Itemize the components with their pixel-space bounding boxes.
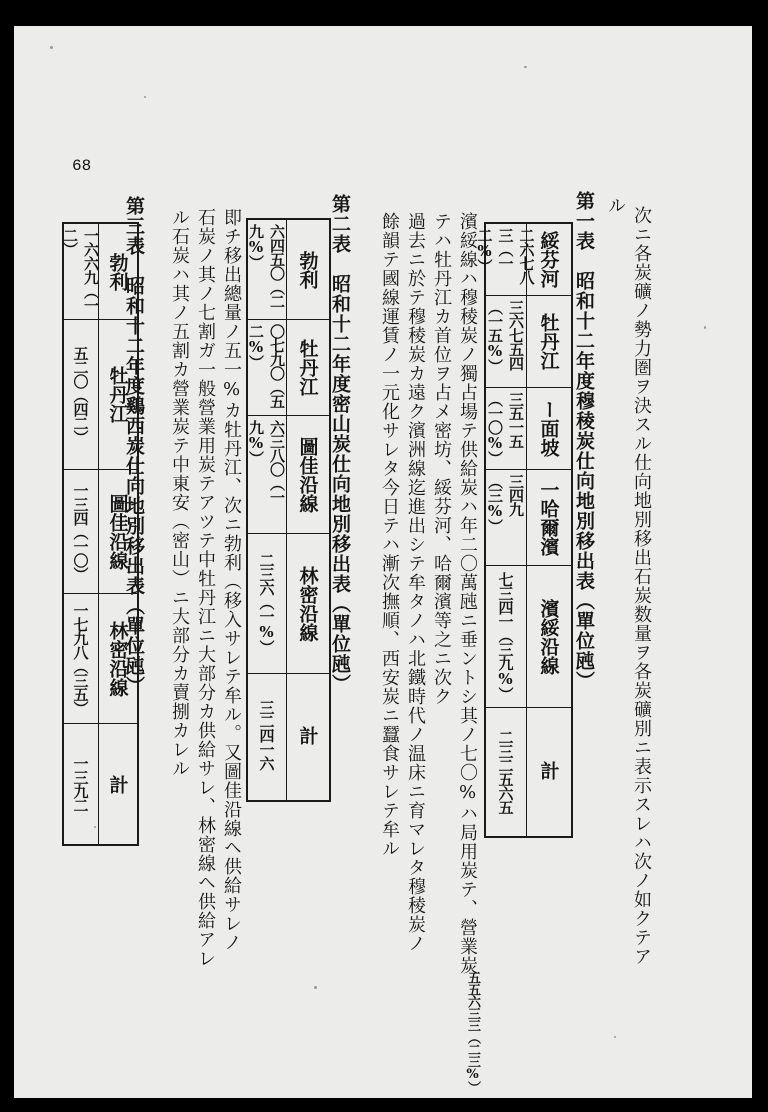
table1-header-col xyxy=(526,224,571,836)
intro-line-1: 次ニ各炭礦ノ勢力圏ヲ決スル仕向地別移出石炭数量ヲ各炭礦別ニ表示スレハ次ノ如クテア xyxy=(631,206,652,966)
table2-header: 林密沿線 xyxy=(287,534,329,674)
table3-value: 一三四（一〇） xyxy=(64,470,98,594)
paragraph1-line-3: 過去ニ於テ穆稜炭カ遠ク濱洲線迄進出シテ牟タノハ北鐵時代ノ温床ニ育マレタ穆稜炭ノ xyxy=(405,212,426,953)
table3-value: 一三九二 xyxy=(71,756,90,812)
table1-header: 綏芬河 xyxy=(527,224,571,296)
table2-value: 二三六（一%） xyxy=(248,534,286,674)
table3-header-col xyxy=(98,224,137,844)
table2-header: 計 xyxy=(296,725,319,745)
table2-header: 圖佳沿線 xyxy=(287,416,329,534)
table3-header: 勃利 xyxy=(99,224,137,320)
table3-value: 五二〇（四二） xyxy=(64,320,98,470)
table3-value-col xyxy=(61,224,100,844)
table1-header: 牡丹江 xyxy=(527,296,571,388)
table1-value: 二三二五六五 xyxy=(496,730,515,814)
paragraph1-line-1: 濱綏線ハ穆稜炭ノ獨占場テ供給炭ハ年二〇萬瓲ニ垂ントシ其ノ七〇%ハ局用炭テ、營業炭 xyxy=(457,212,478,975)
paragraph1-line-2: テハ牡丹江カ首位ヲ占メ密坊、綏芬河、哈爾濱等之ニ次ク xyxy=(431,212,452,706)
table2-value: 六四五〇（二九%） xyxy=(248,220,286,320)
table1-header: 濱綏沿線 xyxy=(527,566,571,708)
table3-header: 計 xyxy=(106,774,129,794)
page-number: 68 xyxy=(72,157,92,175)
table3-value: 一六六九（一二） xyxy=(64,224,98,320)
table2-header: 牡丹江 xyxy=(287,320,329,416)
table2-value: 〇七九〇（五二%） xyxy=(248,320,286,416)
table1-value: 三四九（三%） xyxy=(486,470,526,566)
intro-line-2: ル xyxy=(605,196,626,215)
paragraph2-line-1: 即チ移出總量ノ五一%カ牡丹江、次ニ勃利（移入サレテ牟ル。又圖佳沿線ヘ供給サレノ xyxy=(221,208,242,952)
table3-title: 第三表 昭和十二年度鷄西炭仕向地別移出表（單位瓲） xyxy=(123,196,145,696)
table1-value-col xyxy=(475,224,536,836)
table1-value: 七三四一（三九%） xyxy=(486,566,526,708)
table3-header: 牡丹江 xyxy=(99,320,137,470)
document-page xyxy=(14,26,752,1098)
table2-title: 第二表 昭和十二年度密山炭仕向地別移出表（單位瓲） xyxy=(329,194,351,694)
table1-value-extra: 五五六三三（二三%） xyxy=(465,971,480,1093)
paragraph2-line-2: 石炭ノ其ノ七割ガ一般營業用炭テアツテ中牡丹江ニ大部分カ供給サレ、林密線ヘ供給アレ xyxy=(195,208,216,968)
table1-header: 一哈爾濱 xyxy=(527,470,571,566)
table2 xyxy=(246,218,331,802)
table1-header: ー面坡 xyxy=(527,388,571,470)
table2-value: 三二四一六 xyxy=(257,700,276,770)
paragraph2-line-3: ル石炭ハ其ノ五割カ營業炭テ中東安（密山）ニ大部分カ賣捌カレル xyxy=(169,208,190,778)
table1-value: 三五一五（一〇%） xyxy=(486,388,526,470)
table1 xyxy=(475,222,573,838)
table2-header-col xyxy=(286,220,329,800)
table3-header: 林密沿線 xyxy=(99,594,137,724)
table1-title: 第一表 昭和十二年度穆稜炭仕向地別移出表（單位瓲） xyxy=(573,191,595,691)
table2-header: 勃利 xyxy=(287,220,329,320)
paragraph1-line-4: 餘韻テ國線運賃ノ一元化サレタ今日テハ漸次撫順、西安炭ニ蠶食サレテ牟ル xyxy=(379,212,400,858)
table1-value: 三六七五四（一五%） xyxy=(486,296,526,388)
table2-value-col xyxy=(248,220,286,800)
table2-value: 六三八〇（一九%） xyxy=(248,416,286,534)
table3 xyxy=(62,222,139,846)
table1-value: 二六七八三（一二%） xyxy=(486,224,526,296)
table1-header: 計 xyxy=(537,760,560,780)
table3-header: 圖佳沿線 xyxy=(99,470,137,594)
table3-value: 一七九八（三五） xyxy=(64,594,98,724)
